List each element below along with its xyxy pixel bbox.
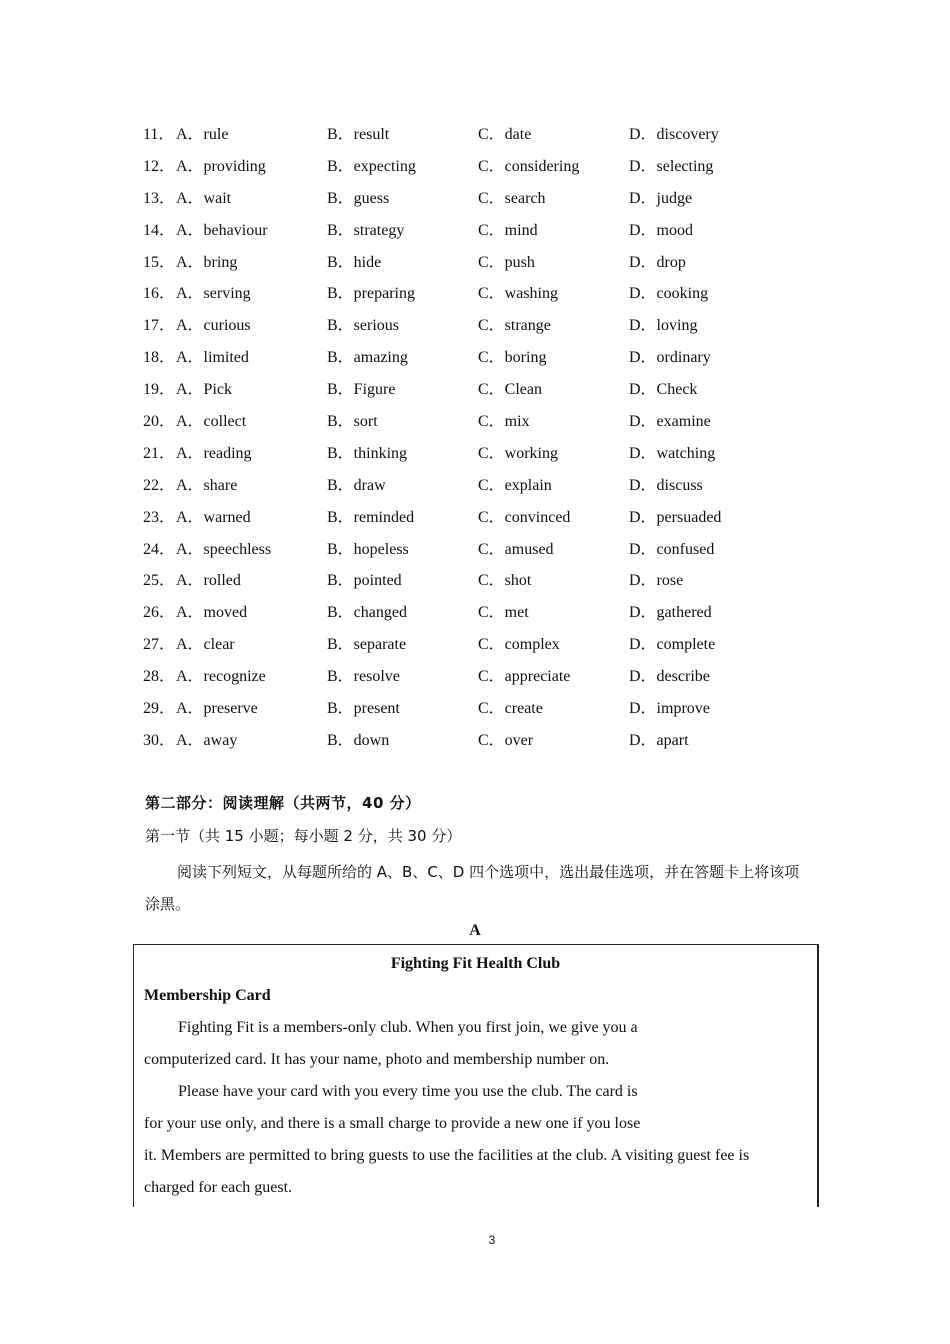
question-list: [0, 121, 950, 759]
question-row: [0, 312, 950, 344]
option-d: D．judge: [629, 189, 693, 207]
passage-line: computerized card. It has your name, photo and membership number on.: [144, 1051, 610, 1068]
option-c: C．date: [478, 126, 532, 143]
question-row: [0, 536, 950, 568]
option-d: D．discovery: [629, 126, 719, 143]
question-number: 19．: [143, 381, 176, 399]
question-number: 14．: [143, 221, 176, 239]
option-a: A．limited: [176, 349, 249, 367]
reading-instructions: 阅读下列短文，从每题所给的 A、B、C、D 四个选项中，选出最佳选项，并在答题卡上将该项涂黑。: [145, 863, 800, 913]
option-b: B．reminded: [327, 508, 415, 526]
option-c: C．search: [478, 189, 546, 207]
option-c: C．push: [478, 253, 535, 271]
option-b: B．strategy: [327, 221, 405, 239]
option-a: A．serving: [176, 285, 251, 303]
question-number: 16．: [143, 285, 176, 303]
option-b: B．hopeless: [327, 540, 409, 558]
question-number: 27．: [143, 636, 176, 654]
question-row: [0, 567, 950, 599]
passage-title: Fighting Fit Health Club: [390, 955, 561, 972]
option-a: A．reading: [176, 444, 252, 462]
passage-subheading: Membership Card: [144, 987, 271, 1004]
question-number: 23．: [143, 508, 176, 526]
passage-box: [133, 944, 819, 1207]
question-row: [0, 153, 950, 185]
option-c: C．washing: [478, 285, 559, 303]
option-b: B．draw: [327, 476, 386, 494]
option-a: A．rule: [176, 126, 229, 143]
option-a: A．warned: [176, 508, 251, 526]
option-c: C．met: [478, 604, 529, 622]
option-c: C．convinced: [478, 508, 571, 526]
option-a: A．curious: [176, 317, 251, 335]
option-b: B．expecting: [327, 157, 416, 175]
passage-line: charged for each guest.: [144, 1179, 293, 1196]
question-number: 28．: [143, 668, 176, 686]
option-d: D．discuss: [629, 476, 703, 494]
question-row: [0, 121, 950, 153]
question-row: [0, 631, 950, 663]
option-c: C．shot: [478, 572, 532, 590]
option-a: A．recognize: [176, 668, 266, 686]
option-b: B．pointed: [327, 572, 402, 590]
option-c: C．considering: [478, 157, 580, 175]
option-b: B．sort: [327, 413, 378, 431]
option-b: B．guess: [327, 189, 390, 207]
option-d: D．watching: [629, 444, 716, 462]
question-number: 24．: [143, 540, 176, 558]
option-c: C．mind: [478, 221, 538, 239]
page-number: 3: [488, 1233, 496, 1247]
question-number: 20．: [143, 413, 176, 431]
question-row: [0, 376, 950, 408]
option-b: B．result: [327, 126, 390, 143]
question-number: 17．: [143, 317, 176, 335]
question-number: 25．: [143, 572, 176, 590]
option-a: A．collect: [176, 413, 247, 431]
question-row: [0, 217, 950, 249]
question-number: 11．: [143, 126, 175, 143]
passage-line: Please have your card with you every time you use the club. The card is: [178, 1083, 638, 1100]
option-b: B．present: [327, 700, 400, 718]
question-row: [0, 408, 950, 440]
question-number: 22．: [143, 476, 176, 494]
question-row: [0, 440, 950, 472]
question-row: [0, 695, 950, 727]
option-a: A．moved: [176, 604, 248, 622]
option-a: A．away: [176, 731, 238, 749]
option-a: A．providing: [176, 157, 266, 175]
option-d: D．complete: [629, 636, 716, 654]
option-b: B．serious: [327, 317, 400, 335]
option-a: A．Pick: [176, 381, 233, 399]
question-number: 29．: [143, 700, 176, 718]
option-d: D．confused: [629, 540, 715, 558]
option-d: D．apart: [629, 731, 689, 749]
option-c: C．complex: [478, 636, 560, 654]
option-d: D．rose: [629, 572, 684, 590]
option-d: D．improve: [629, 700, 710, 718]
option-d: D．Check: [629, 381, 698, 399]
question-number: 21．: [143, 444, 176, 462]
passage-label: A: [469, 922, 481, 939]
question-row: [0, 727, 950, 759]
option-c: C．create: [478, 700, 543, 718]
question-row: [0, 599, 950, 631]
option-d: D．persuaded: [629, 508, 722, 526]
passage-line: Fighting Fit is a members-only club. When you first join, we give you a: [178, 1019, 638, 1036]
passage-line: it. Members are permitted to bring guests to use the facilities at the club. A visiting guest fee is: [144, 1147, 750, 1164]
option-d: D．examine: [629, 413, 711, 431]
option-a: A．preserve: [176, 700, 258, 718]
option-c: C．over: [478, 731, 534, 749]
question-number: 30．: [143, 731, 176, 749]
option-d: D．drop: [629, 253, 686, 271]
section-one-heading: 第一节（共 15 小题；每小题 2 分，共 30 分）: [145, 827, 462, 845]
option-d: D．ordinary: [629, 349, 711, 367]
option-b: B．hide: [327, 253, 382, 271]
question-number: 26．: [143, 604, 176, 622]
option-c: C．working: [478, 444, 559, 462]
option-b: B．amazing: [327, 349, 408, 367]
option-c: C．appreciate: [478, 668, 571, 686]
option-a: A．behaviour: [176, 221, 268, 239]
option-c: C．amused: [478, 540, 554, 558]
option-b: B．separate: [327, 636, 407, 654]
option-d: D．mood: [629, 221, 694, 239]
option-a: A．bring: [176, 253, 238, 271]
option-d: D．describe: [629, 668, 710, 686]
part-two-heading: 第二部分：阅读理解（共两节，40 分）: [145, 794, 421, 812]
option-a: A．wait: [176, 189, 232, 207]
question-number: 15．: [143, 253, 176, 271]
question-row: [0, 504, 950, 536]
question-row: [0, 663, 950, 695]
option-d: D．gathered: [629, 604, 712, 622]
passage-line: for your use only, and there is a small charge to provide a new one if you lose: [144, 1115, 641, 1132]
option-c: C．Clean: [478, 381, 542, 399]
option-a: A．share: [176, 476, 238, 494]
option-c: C．mix: [478, 413, 530, 431]
option-c: C．boring: [478, 349, 547, 367]
question-row: [0, 280, 950, 312]
question-number: 12．: [143, 157, 176, 175]
option-b: B．down: [327, 731, 390, 749]
option-d: D．cooking: [629, 285, 709, 303]
option-d: D．selecting: [629, 157, 714, 175]
option-b: B．changed: [327, 604, 407, 622]
question-row: [0, 185, 950, 217]
option-b: B．Figure: [327, 381, 396, 399]
option-a: A．speechless: [176, 540, 272, 558]
option-c: C．explain: [478, 476, 552, 494]
question-row: [0, 344, 950, 376]
option-b: B．thinking: [327, 444, 408, 462]
option-b: B．resolve: [327, 668, 400, 686]
question-number: 18．: [143, 349, 176, 367]
option-a: A．clear: [176, 636, 235, 654]
question-row: [0, 472, 950, 504]
question-number: 13．: [143, 189, 176, 207]
option-d: D．loving: [629, 317, 698, 335]
option-c: C．strange: [478, 317, 551, 335]
option-a: A．rolled: [176, 572, 241, 590]
question-row: [0, 249, 950, 281]
option-b: B．preparing: [327, 285, 415, 303]
